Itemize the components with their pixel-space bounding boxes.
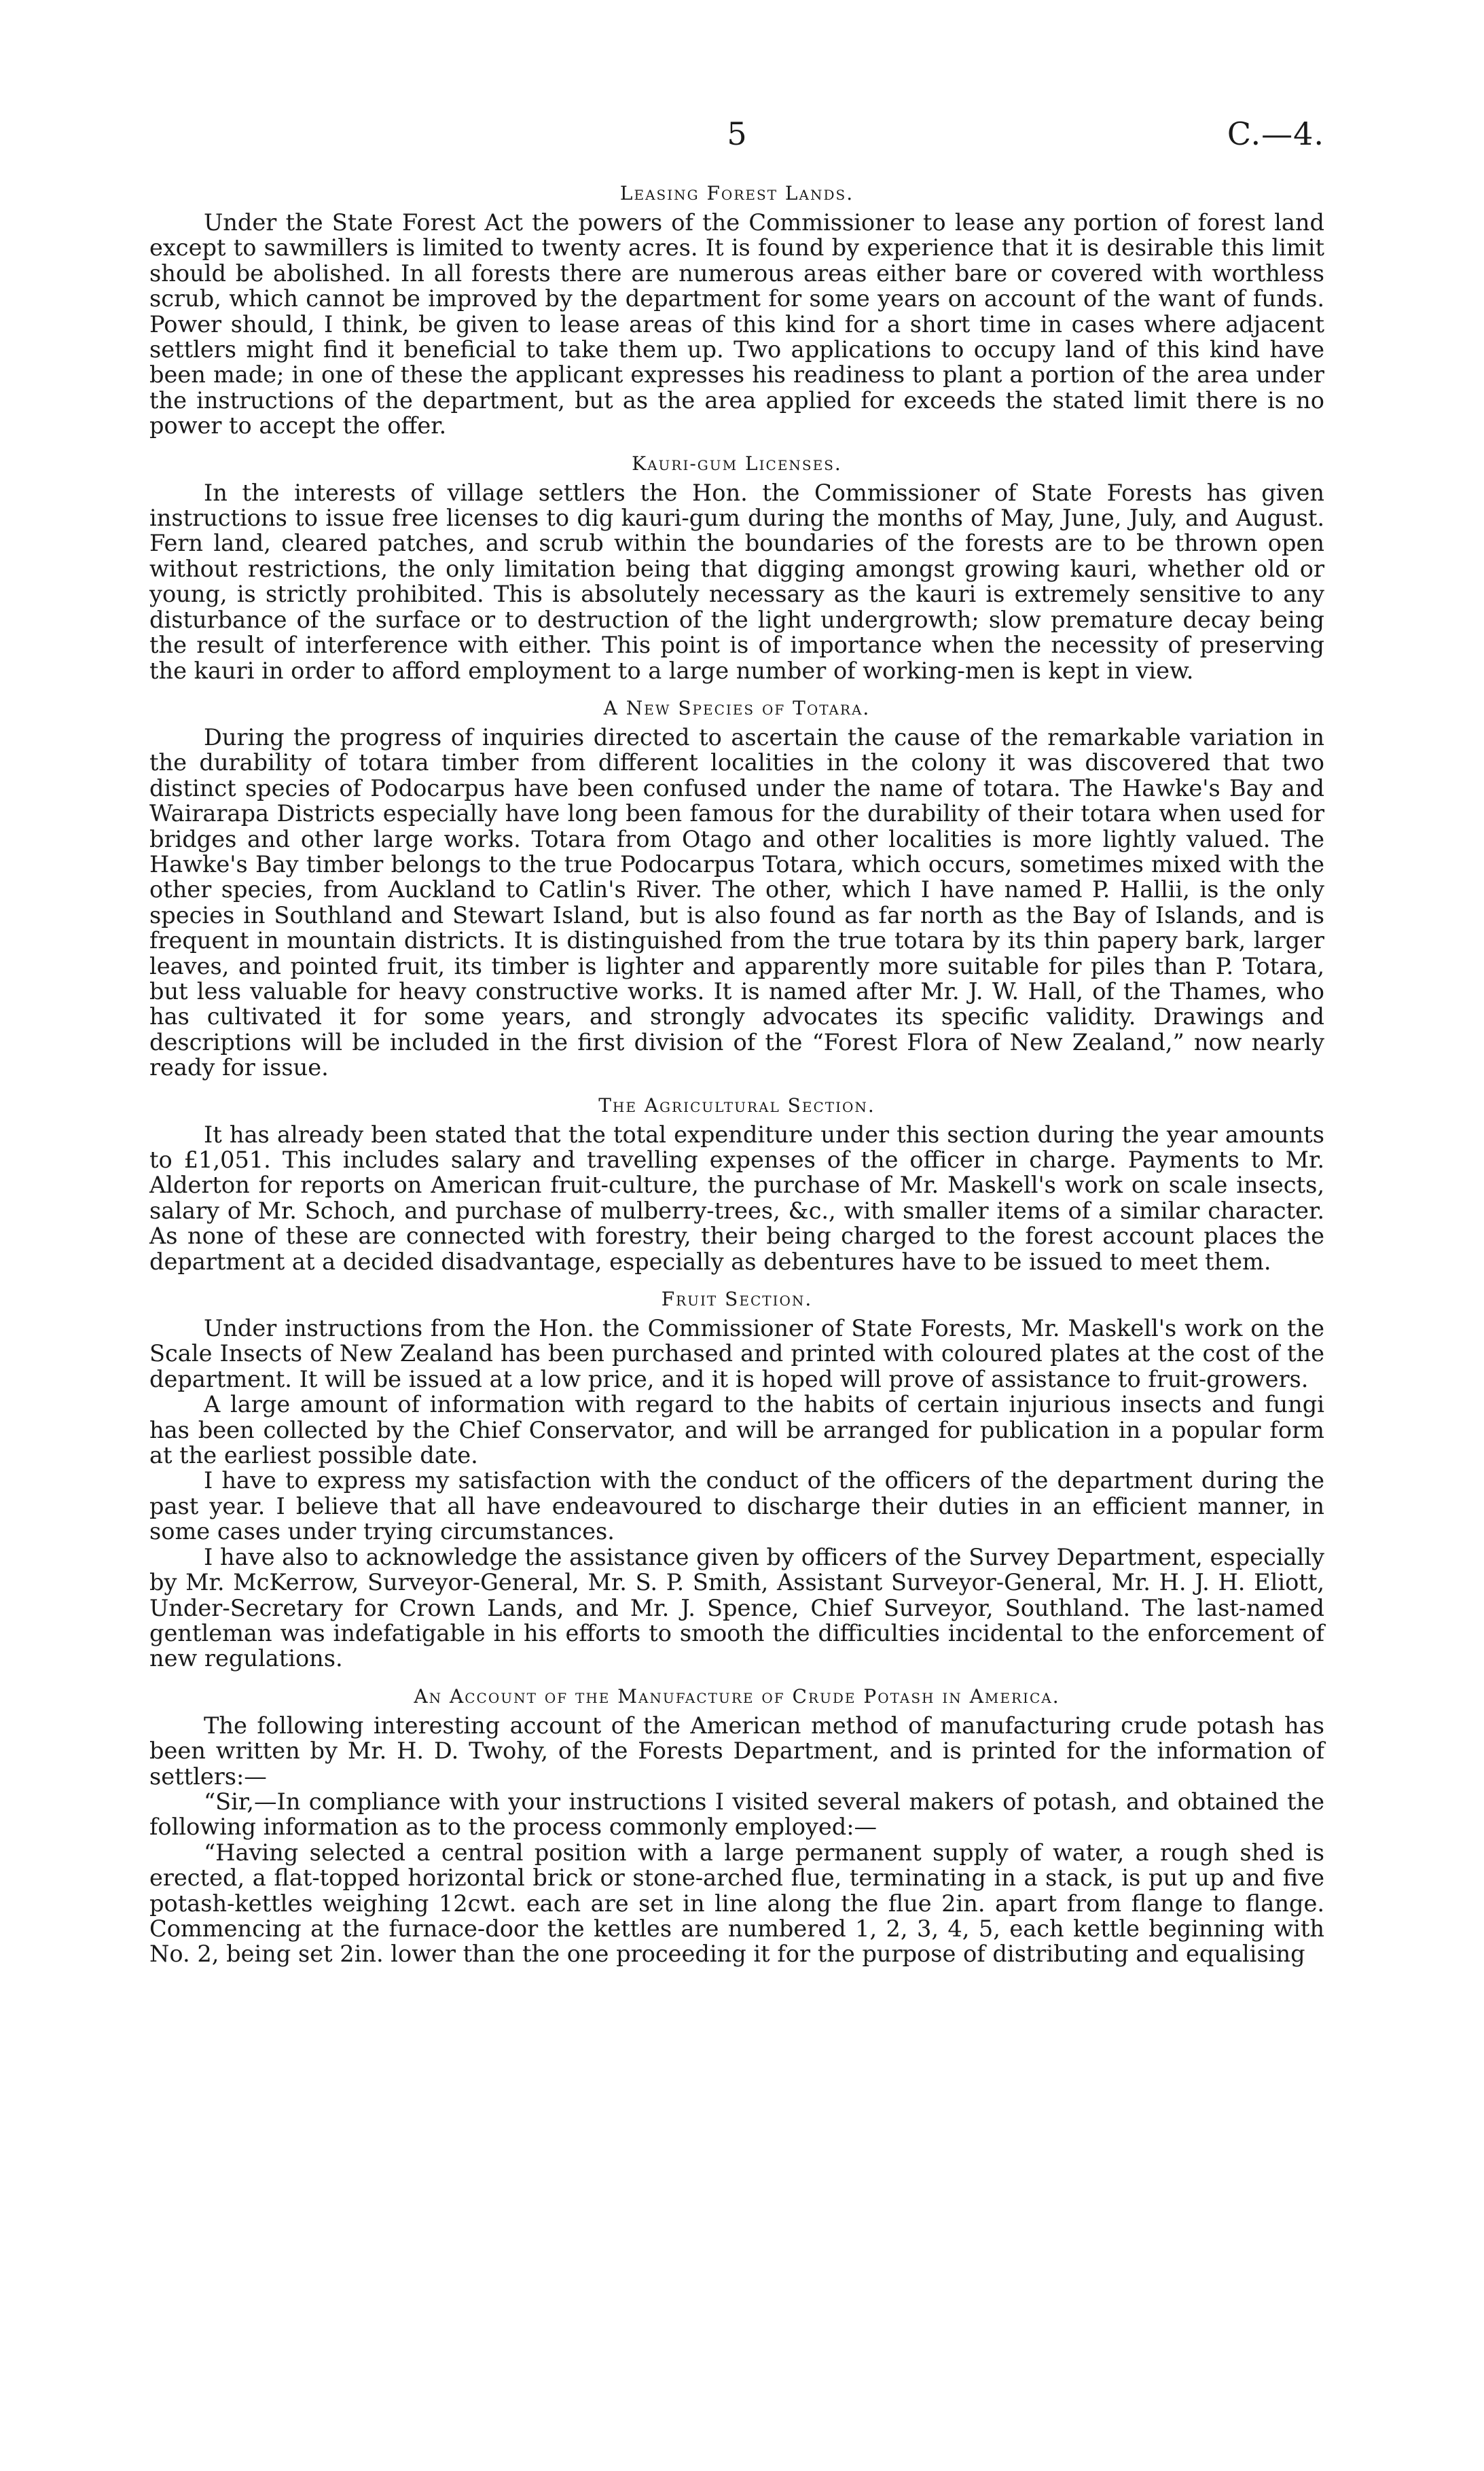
paragraph: The following interesting account of the American method of manufacturing crude potash has been written by Mr. H. D. Twohy, of the Forests Department, and is printed for the information of settlers:—: [149, 1712, 1324, 1790]
section-leasing-forest-lands: [149, 182, 1324, 439]
paragraph: Under the State Forest Act the powers of the Commissioner to lease any portion of forest land except to sawmillers is limited to twenty acres. It is found by experience that it is desirable this limit should be abolished. In all forests there are numerous areas either bare or covered with worthless scrub, which cannot be improved by the department for some years on account of the want of funds. Power should, I think, be given to lease areas of this kind for a short time in cases where adjacent settlers might find it beneficial to take them up. Two applications to occupy land of this kind have been made; in one of these the applicant expresses his readiness to plant a portion of the area under the instructions of the department, but as the area applied for exceeds the stated limit there is no power to accept the offer.: [149, 209, 1324, 439]
paragraph: It has already been stated that the total expenditure under this section during the year amounts to £1,051. This includes salary and travelling expenses of the officer in charge. Payments to Mr. Alderton for reports on American fruit-culture, the purchase of Mr. Maskell's work on scale insects, salary of Mr. Schoch, and purchase of mulberry-trees, &c., with smaller items of a similar character. As none of these are connected with forestry, their being charged to the forest account places the department at a decided disadvantage, especially as debentures have to be issued to meet them.: [149, 1121, 1324, 1275]
paragraph: During the progress of inquiries directed to ascertain the cause of the remarkable variation in the durability of totara timber from different localities in the colony it was discovered that two distinct species of Podocarpus have been confused under the name of totara. The Hawke's Bay and Wairarapa Districts especially have long been famous for the durability of their totara when used for bridges and other large works. Totara from Otago and other localities is more lightly valued. The Hawke's Bay timber belongs to the true Podocarpus Totara, which occurs, sometimes mixed with the other species, from Auckland to Catlin's River. The other, which I have named P. Hallii, is the only species in Southland and Stewart Island, but is also found as far north as the Bay of Islands, and is frequent in mountain districts. It is distinguished from the true totara by its thin papery bark, larger leaves, and pointed fruit, its timber is lighter and apparently more suitable for piles than P. Totara, but less valuable for heavy constructive works. It is named after Mr. J. W. Hall, of the Thames, who has cultivated it for some years, and strongly advocates its specific validity. Drawings and descriptions will be included in the first division of the “Forest Flora of New Zealand,” now nearly ready for issue.: [149, 723, 1324, 1081]
section-heading: Fruit Section.: [661, 1288, 813, 1311]
section-heading: A New Species of Totara.: [603, 696, 871, 719]
section-crude-potash: [149, 1685, 1324, 1967]
document-reference: C.—4.: [1227, 115, 1324, 152]
section-agricultural: [149, 1094, 1324, 1274]
page-header: [149, 102, 1324, 163]
paragraph: I have also to acknowledge the assistance given by officers of the Survey Department, especially by Mr. McKerrow, Surveyor-General, Mr. S. P. Smith, Assistant Surveyor-General, Mr. H. J. H. Eliott, Under-Secretary for Crown Lands, and Mr. J. Spence, Chief Surveyor, Southland. The last-named gentleman was indefatigable in his efforts to smooth the difficulties incidental to the enforcement of new regulations.: [149, 1543, 1324, 1672]
paragraph: “Sir,—In compliance with your instructions I visited several makers of potash, and obtained the following information as to the process commonly employed:—: [149, 1788, 1324, 1841]
section-heading: Leasing Forest Lands.: [619, 182, 854, 204]
paragraph: A large amount of information with regard to the habits of certain injurious insects and fungi has been collected by the Chief Conservator, and will be arranged for publication in a popular form at the earliest possible date.: [149, 1391, 1324, 1469]
page-number: 5: [727, 115, 747, 152]
paragraph: I have to express my satisfaction with the conduct of the officers of the department during the past year. I believe that all have endeavoured to discharge their duties in an efficient manner, in some cases under trying circumstances.: [149, 1467, 1324, 1545]
section-heading: The Agricultural Section.: [598, 1094, 875, 1117]
paragraph: “Having selected a central position with a large permanent supply of water, a rough shed is erected, a flat-topped horizontal brick or stone-arched flue, terminating in a stack, is put up and five potash-kettles weighing 12cwt. each are set in line along the flue 2in. apart from flange to flange. Commencing at the furnace-door the kettles are numbered 1, 2, 3, 4, 5, each kettle beginning with No. 2, being set 2in. lower than the one proceeding it for the purpose of distributing and equalising: [149, 1839, 1324, 1968]
section-heading: Kauri-gum Licenses.: [632, 452, 842, 475]
paragraph: In the interests of village settlers the Hon. the Commissioner of State Forests has given instructions to issue free licenses to dig kauri-gum during the months of May, June, July, and August. Fern land, cleared patches, and scrub within the boundaries of the forests are to be thrown open without restrictions, the only limitation being that digging amongst growing kauri, whether old or young, is strictly prohibited. This is absolutely necessary as the kauri is extremely sensitive to any disturbance of the surface or to destruction of the light undergrowth; slow premature decay being the result of interference with either. This point is of importance when the necessity of preserving the kauri in order to afford employment to a large number of working-men is kept in view.: [149, 479, 1324, 684]
section-heading: An Account of the Manufacture of Crude Potash in America.: [414, 1684, 1060, 1708]
section-fruit: [149, 1288, 1324, 1672]
section-new-species-totara: [149, 697, 1324, 1081]
section-kauri-gum-licenses: [149, 452, 1324, 683]
paragraph: Under instructions from the Hon. the Commissioner of State Forests, Mr. Maskell's work on the Scale Insects of New Zealand has been purchased and printed with coloured plates at the cost of the department. It will be issued at a low price, and it is hoped will prove of assistance to fruit-growers.: [149, 1315, 1324, 1392]
